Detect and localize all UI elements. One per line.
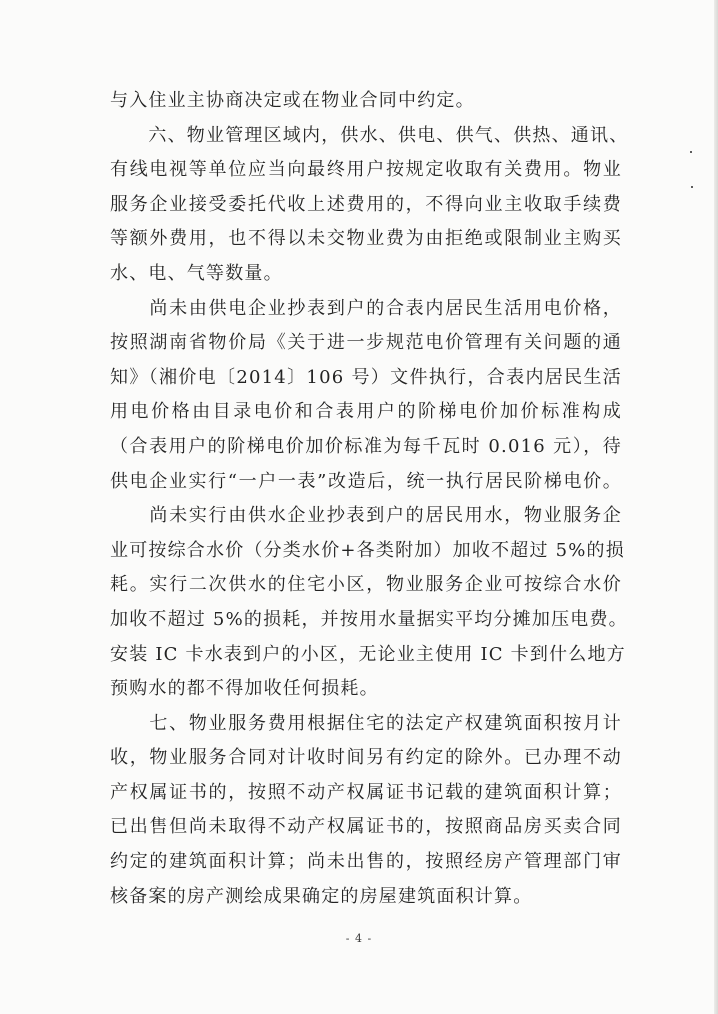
body-text <box>110 84 629 914</box>
text-line: 约定的建筑面积计算；尚未出售的，按照经房产管理部门审 <box>110 851 622 873</box>
scan-speck <box>691 186 693 188</box>
text-line: 预购水的都不得加收任何损耗。 <box>110 678 379 700</box>
text-line: 已出售但尚未取得不动产权属证书的，按照商品房买卖合同 <box>110 816 622 838</box>
text-line: 尚未实行由供水企业抄表到户的居民用水，物业服务企 <box>110 505 622 527</box>
text-line: 供电企业实行“一户一表”改造后，统一执行居民阶梯电价。 <box>110 470 622 492</box>
text-line: 尚未由供电企业抄表到户的合表内居民生活用电价格， <box>110 297 622 319</box>
text-line: （合表用户的阶梯电价加价标准为每千瓦时 0.016 元），待 <box>110 435 622 457</box>
text-line: 耗。实行二次供水的住宅小区，物业服务企业可按综合水价 <box>110 574 622 596</box>
text-line: 产权属证书的，按照不动产权属证书记载的建筑面积计算； <box>110 781 622 803</box>
text-line: 服务企业接受委托代收上述费用的，不得向业主收取手续费 <box>110 193 622 215</box>
text-line: 等额外费用，也不得以未交物业费为由拒绝或限制业主购买 <box>110 228 622 250</box>
text-line: 知》（湘价电〔2014〕106 号）文件执行，合表内居民生活 <box>110 366 622 388</box>
text-line: 安装 IC 卡水表到户的小区，无论业主使用 IC 卡到什么地方 <box>110 643 626 665</box>
page-edge-shadow <box>714 0 718 1014</box>
text-line: 六、物业管理区域内，供水、供电、供气、供热、通讯、 <box>110 124 629 146</box>
text-line: 核备案的房产测绘成果确定的房屋建筑面积计算。 <box>110 885 533 907</box>
text-line: 收，物业服务合同对计收时间另有约定的除外。已办理不动 <box>110 747 622 769</box>
text-line: 用电价格由目录电价和合表用户的阶梯电价加价标准构成 <box>110 401 622 423</box>
text-line: 水、电、气等数量。 <box>110 262 283 284</box>
text-line: 按照湖南省物价局《关于进一步规范电价管理有关问题的通 <box>110 332 622 354</box>
text-line: 七、物业服务费用根据住宅的法定产权建筑面积按月计 <box>110 712 622 734</box>
text-line: 加收不超过 5%的损耗，并按用水量据实平均分摊加压电费。 <box>110 608 628 630</box>
text-line: 与入住业主协商决定或在物业合同中约定。 <box>110 90 475 111</box>
scan-speck <box>690 151 692 153</box>
page-number: - 4 - <box>345 932 373 945</box>
text-line: 有线电视等单位应当向最终用户按规定收取有关费用。物业 <box>110 159 622 181</box>
text-line: 业可按综合水价（分类水价+各类附加）加收不超过 5%的损 <box>110 539 625 561</box>
